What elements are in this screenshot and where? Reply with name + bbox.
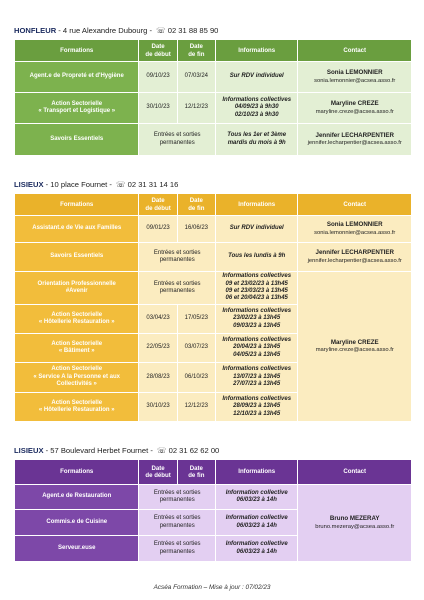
info: Information collective 06/03/23 à 14h [216, 536, 298, 561]
city-name: LISIEUX [14, 180, 44, 189]
contact-email[interactable]: jennifer.lecharpentier@acsea.asso.fr [307, 140, 402, 146]
table-row [15, 62, 411, 92]
col-date-fin: Date de fin [178, 40, 215, 61]
table-header-row [15, 460, 411, 484]
contact: Jennifer LECHARPENTIER jennifer.lecharpentier@acsea.asso.fr [298, 124, 411, 155]
date-start: 30/10/23 [139, 393, 176, 421]
col-formations: Formations [15, 194, 138, 215]
contact-email[interactable]: jennifer.lecharpentier@acsea.asso.fr [307, 257, 402, 264]
address: - 10 place Fournet - [43, 180, 115, 189]
col-date-fin: Date de fin [178, 194, 215, 215]
formation-name: Action Sectorielle « Transport et Logistique » [15, 93, 138, 123]
table-row [15, 93, 411, 123]
contact-email[interactable]: maryline.creze@acsea.asso.fr [315, 108, 394, 115]
info: Tous les lundis à 9h [216, 243, 298, 271]
date-end: 06/10/23 [178, 363, 215, 392]
section-heading [14, 179, 412, 191]
section-honfleur [14, 25, 412, 156]
table-header-row [15, 194, 411, 215]
contact-shared: Maryline CREZE maryline.creze@acsea.asso.fr [298, 272, 411, 421]
col-date-fin: Date de fin [178, 460, 215, 484]
info: Informations collectives 04/09/23 à 9h30 02/10/23 à 9h30 [216, 93, 298, 123]
contact-email[interactable]: bruno.mezeray@acsea.asso.fr [315, 523, 395, 530]
info: Tous les 1er et 3ème mardis du mois à 9h [216, 124, 298, 155]
contact: Maryline CREZE maryline.creze@acsea.asso.fr [298, 93, 411, 123]
col-date-debut: Date de début [139, 40, 176, 61]
address: - 57 Boulevard Herbet Fournet - [43, 446, 155, 455]
info: Informations collectives 13/07/23 à 13h45 27/07/23 à 13h45 [216, 363, 298, 392]
table-row [15, 485, 411, 509]
dates-permanent: Entrées et sorties permanentes [139, 485, 214, 509]
contact-email[interactable]: maryline.creze@acsea.asso.fr [315, 347, 394, 353]
contact: Sonia LEMONNIER sonia.lemonnier@acsea.asso.fr [298, 216, 411, 242]
formation-name: Orientation Professionnelle #Avenir [15, 272, 138, 304]
contact: Sonia LEMONNIER sonia.lemonnier@acsea.asso.fr [298, 62, 411, 92]
info: Information collective 06/03/23 à 14h [216, 510, 298, 535]
formation-name: Commis.e de Cuisine [15, 510, 138, 535]
col-contact: Contact [298, 460, 411, 484]
formations-table [14, 193, 412, 422]
info: Informations collectives 09 et 23/02/23 à 13h45 09 et 23/03/23 à 13h45 06 et 20/04/23 à 13h45 [216, 272, 298, 304]
col-informations: Informations [216, 194, 298, 215]
dates-permanent: Entrées et sorties permanentes [139, 124, 214, 155]
formation-name: Action Sectorielle « Hôtellerie Restauration » [15, 393, 138, 421]
formation-name: Savoirs Essentiels [15, 243, 138, 271]
footer-update-note: Acséa Formation – Mise à jour : 07/02/23 [153, 584, 271, 591]
dates-permanent: Entrées et sorties permanentes [139, 536, 214, 561]
col-formations: Formations [15, 40, 138, 61]
date-end: 12/12/23 [178, 93, 215, 123]
formations-table [14, 459, 412, 562]
contact-shared: Bruno MEZERAY bruno.mezeray@acsea.asso.fr [298, 485, 411, 561]
phone-icon: ☏ [156, 26, 168, 35]
formation-name: Savoirs Essentiels [15, 124, 138, 155]
col-contact: Contact [298, 40, 411, 61]
section-heading [14, 445, 412, 457]
contact: Jennifer LECHARPENTIER jennifer.lecharpentier@acsea.asso.fr [298, 243, 411, 271]
date-start: 30/10/23 [139, 93, 176, 123]
table-header-row [15, 40, 411, 61]
date-start: 09/10/23 [139, 62, 176, 92]
section-heading [14, 25, 412, 37]
date-end: 03/07/23 [178, 334, 215, 362]
col-date-debut: Date de début [139, 460, 176, 484]
table-row [15, 216, 411, 242]
formation-name: Action Sectorielle « Service A la Personne et aux Collectivités » [15, 363, 138, 392]
formation-name: Action Sectorielle « Hôtellerie Restauration » [15, 305, 138, 333]
col-informations: Informations [216, 460, 298, 484]
city-name: LISIEUX [14, 446, 44, 455]
info: Sur RDV individuel [216, 216, 298, 242]
info: Informations collectives 20/04/23 à 13h45 04/05/23 à 13h45 [216, 334, 298, 362]
table-row [15, 243, 411, 271]
dates-permanent: Entrées et sorties permanentes [139, 510, 214, 535]
city-name: HONFLEUR [14, 26, 57, 35]
date-end: 12/12/23 [178, 393, 215, 421]
date-end: 16/06/23 [178, 216, 215, 242]
date-start: 28/08/23 [139, 363, 176, 392]
contact-email[interactable]: sonia.lemonnier@acsea.asso.fr [314, 229, 396, 236]
section-lisieux-boulevard-herbet-fournet [14, 445, 412, 562]
col-date-debut: Date de début [139, 194, 176, 215]
formation-name: Serveur.euse [15, 536, 138, 561]
table-row [15, 272, 411, 304]
col-contact: Contact [298, 194, 411, 215]
phone-number: 02 31 88 85 90 [167, 26, 219, 35]
date-start: 03/04/23 [139, 305, 176, 333]
col-informations: Informations [216, 40, 298, 61]
phone-number: 02 31 31 14 16 [127, 180, 179, 189]
contact-email[interactable]: sonia.lemonnier@acsea.asso.fr [314, 77, 396, 84]
col-formations: Formations [15, 460, 138, 484]
formation-name: Action Sectorielle « Bâtiment » [15, 334, 138, 362]
info: Informations collectives 28/09/23 à 13h45 12/10/23 à 13h45 [216, 393, 298, 421]
formations-table [14, 39, 412, 156]
info: Informations collectives 23/02/23 à 13h45 09/03/23 à 13h45 [216, 305, 298, 333]
section-lisieux-place-fournet [14, 179, 412, 422]
date-start: 22/05/23 [139, 334, 176, 362]
formation-name: Assistant.e de Vie aux Familles [15, 216, 138, 242]
phone-icon: ☏ [156, 446, 169, 455]
table-row [15, 124, 411, 155]
dates-permanent: Entrées et sorties permanentes [139, 243, 214, 271]
date-end: 07/03/24 [178, 62, 215, 92]
address: - 4 rue Alexandre Dubourg - [56, 26, 155, 35]
phone-icon: ☏ [116, 180, 128, 189]
info: Information collective 06/03/23 à 14h [216, 485, 298, 509]
formation-name: Agent.e de Propreté et d'Hygiène [15, 62, 138, 92]
phone-number: 02 31 62 62 00 [168, 446, 220, 455]
date-end: 17/05/23 [178, 305, 215, 333]
dates-permanent: Entrées et sorties permanentes [139, 272, 214, 304]
formation-name: Agent.e de Restauration [15, 485, 138, 509]
date-start: 09/01/23 [139, 216, 176, 242]
info: Sur RDV individuel [216, 62, 298, 92]
